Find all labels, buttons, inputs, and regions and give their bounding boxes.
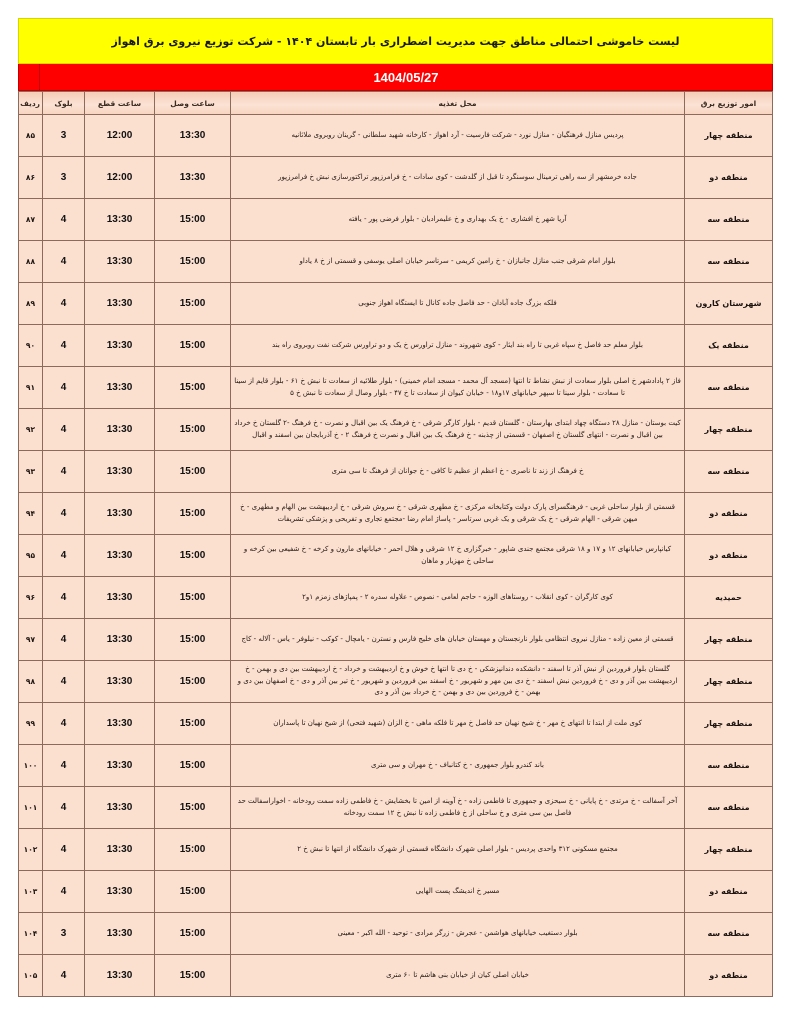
cell-block: 3 [43, 157, 85, 199]
table-row [19, 703, 773, 745]
cell-omoor: منطقه دو [685, 157, 773, 199]
cell-radif: ۸۹ [19, 283, 43, 325]
cell-ghat: 13:30 [85, 493, 155, 535]
column-header-vasl: ساعت وصل [155, 92, 231, 115]
cell-block: 4 [43, 409, 85, 451]
cell-mahal: کیت بوستان - منازل ۲۸ دستگاه چهاد ابتدای بهارستان - گلستان قدیم - بلوار کارگر شرقی - خ فرهنگ یک بین اقبال و نصرت - خ فرهنگ -۲ گلستان خ خرداد بین اقبال و نصرت - انتهای گلستان خ اصفهان - قسمتی از چذبنه - خ فرهنگ یک بین اقبال و نصرت خ فرهنگ ۲ - خ آذربایجان بین اسفند و اقبال [231, 409, 685, 451]
cell-block: 4 [43, 325, 85, 367]
page-title: لیست خاموشی احتمالی مناطق جهت مدیریت اضطراری بار تابستان ۱۴۰۴ - شرکت توزیع نیروی برق اهواز [111, 34, 680, 48]
cell-ghat: 13:30 [85, 619, 155, 661]
cell-omoor: منطقه دو [685, 493, 773, 535]
cell-omoor: منطقه سه [685, 745, 773, 787]
table-header-row [19, 92, 773, 115]
table-row [19, 871, 773, 913]
cell-ghat: 13:30 [85, 409, 155, 451]
cell-block: 4 [43, 535, 85, 577]
cell-omoor: منطقه سه [685, 241, 773, 283]
cell-block: 4 [43, 493, 85, 535]
table-row [19, 619, 773, 661]
cell-ghat: 13:30 [85, 199, 155, 241]
cell-block: 4 [43, 283, 85, 325]
cell-mahal: فلکه بزرگ جاده آبادان - حد فاصل جاده کانال تا ایستگاه اهواز جنوبی [231, 283, 685, 325]
cell-radif: ۱۰۰ [19, 745, 43, 787]
cell-vasl: 15:00 [155, 325, 231, 367]
cell-mahal: پردیس منازل فرهنگیان - منازل نورد - شرکت فارسیت - آرد اهواز - کارخانه شهید سلطانی - گرینان روبروی ملاثانیه [231, 115, 685, 157]
cell-mahal: باند کندرو بلوار جمهوری - خ کتانباف - خ مهران و سی متری [231, 745, 685, 787]
table-row [19, 913, 773, 955]
cell-radif: ۹۲ [19, 409, 43, 451]
table-row [19, 661, 773, 703]
cell-omoor: منطقه سه [685, 367, 773, 409]
cell-block: 4 [43, 955, 85, 997]
column-header-radif: ردیف [19, 92, 43, 115]
cell-mahal: بلوار دستغیب خیابانهای هواشمن - عجرش - زرگر مرادی - توحید - الله اکبر - معینی [231, 913, 685, 955]
cell-vasl: 15:00 [155, 409, 231, 451]
cell-block: 4 [43, 199, 85, 241]
cell-mahal: مجتمع مسکونی ۳۱۲ واحدی پردیس - بلوار اصلی شهرک دانشگاه قسمتی از شهرک دانشگاه از انتها تا نبش خ ۲ [231, 829, 685, 871]
table-row [19, 409, 773, 451]
cell-mahal: مسیر خ اندیشگ پست الهایی [231, 871, 685, 913]
document-title-banner [18, 18, 773, 64]
cell-mahal: آخر آسفالت - خ مرتدی - خ پایانی - خ سیحزی و جمهوری تا فاطمی زاده - خ آوینه از امین تا بخشایش - خ فاطمی زاده سمت رودخانه - اخواراسفالت حد فاصل بین سی متری و خ ساحلی از خ فاطمی زاده تا نبش خ ۱۲ سمت رودخانه [231, 787, 685, 829]
cell-ghat: 13:30 [85, 283, 155, 325]
column-header-mahal: محل تغذیه [231, 92, 685, 115]
cell-omoor: منطقه دو [685, 955, 773, 997]
cell-vasl: 15:00 [155, 871, 231, 913]
cell-radif: ۱۰۳ [19, 871, 43, 913]
cell-ghat: 13:30 [85, 661, 155, 703]
cell-radif: ۹۵ [19, 535, 43, 577]
cell-vasl: 15:00 [155, 535, 231, 577]
table-row [19, 829, 773, 871]
cell-ghat: 13:30 [85, 241, 155, 283]
cell-ghat: 13:30 [85, 913, 155, 955]
table-row [19, 745, 773, 787]
cell-radif: ۸۵ [19, 115, 43, 157]
cell-mahal: آریا شهر خ افشاری - خ یک بهداری و خ علیمرادیان - بلوار فرضی پور - یافته [231, 199, 685, 241]
cell-vasl: 13:30 [155, 157, 231, 199]
cell-mahal: گلستان بلوار فروردین از نبش آذر تا اسفند - دانشکده دندانپزشکی - خ دی تا انتها خ خوش و خ اردیبهشت و خرداد - خ اردیبهشت بین دی و بهمن - خ اردیبهشت بین آذر و دی - خ فروردین نبش اسفند - خ دی بین مهر و شهریور - خ اسفند بین فروردین و شهریور - خ تیر بین آذر و دی - خ اصفهان بین دی و بهمن - خ فروردین بین دی و بهمن - خ خرداد بین آذر و دی [231, 661, 685, 703]
cell-mahal: قسمتی از بلوار ساحلی غربی - فرهنگسرای پارک دولت وکتابخانه مرکزی - خ مطهری شرقی - خ سروش شرقی - خ اردیبهشت بین الهام و مطهری - خ میهن شرقی - الهام شرقی - خ یک شرقی و یک غربی سرتاسر - پاساژ امام رضا -مجتمع تجاری و تفریحی و پزشکی تشریفات [231, 493, 685, 535]
table-row [19, 787, 773, 829]
cell-block: 4 [43, 367, 85, 409]
cell-block: 3 [43, 115, 85, 157]
cell-vasl: 15:00 [155, 829, 231, 871]
cell-radif: ۸۸ [19, 241, 43, 283]
table-row [19, 367, 773, 409]
cell-ghat: 12:00 [85, 157, 155, 199]
table-row [19, 493, 773, 535]
cell-omoor: منطقه سه [685, 913, 773, 955]
cell-block: 4 [43, 241, 85, 283]
cell-mahal: فاز ۲ پادادشهر خ اصلی بلوار سعادت از نبش نشاط تا انتها (مسجد آل محمد - مسجد امام خمینی) - بلوار طلائیه از سعادت تا نبش خ ۶۱ - بلوار قایم از سینا تا سعادت - بلوار سینا تا سپهر خیابانهای ۱۷و۱۸ - خیابان کیوان از سعادت تا خ ۴۷ - بلوار وصال از سعادت تا نبش خ ۵ [231, 367, 685, 409]
column-header-block: بلوک [43, 92, 85, 115]
schedule-date: 1404/05/27 [373, 69, 439, 85]
cell-block: 4 [43, 577, 85, 619]
cell-block: 4 [43, 745, 85, 787]
cell-omoor: منطقه دو [685, 535, 773, 577]
cell-vasl: 15:00 [155, 787, 231, 829]
cell-omoor: منطقه چهار [685, 619, 773, 661]
cell-radif: ۹۰ [19, 325, 43, 367]
cell-block: 4 [43, 619, 85, 661]
cell-vasl: 15:00 [155, 745, 231, 787]
cell-vasl: 15:00 [155, 577, 231, 619]
cell-vasl: 15:00 [155, 703, 231, 745]
cell-mahal: جاده خرمشهر از سه راهی ترمینال سوسنگرد تا قبل از گلدشت - کوی سادات - خ فرامرزپور تراکتورسازی نبش خ فرامرزپور [231, 157, 685, 199]
cell-omoor: منطقه سه [685, 199, 773, 241]
cell-mahal: کیانپارس خیابانهای ۱۲ و ۱۷ و ۱۸ شرقی مجتمع جندی شاپور - خبرگزاری خ ۱۲ شرقی و هلال احمر - خیابانهای مارون و کرخه - خ شفیعی بین کرخه و ساحلی خ مهزیار و ماهان [231, 535, 685, 577]
cell-omoor: منطقه یک [685, 325, 773, 367]
cell-vasl: 13:30 [155, 115, 231, 157]
cell-block: 4 [43, 871, 85, 913]
cell-ghat: 13:30 [85, 535, 155, 577]
cell-radif: ۸۷ [19, 199, 43, 241]
cell-block: 4 [43, 829, 85, 871]
cell-mahal: خ فرهنگ از زند تا ناصری - خ اعظم از عظیم تا کافی - خ جوانان از فرهنگ تا سی متری [231, 451, 685, 493]
cell-omoor: منطقه چهار [685, 703, 773, 745]
cell-radif: ۹۴ [19, 493, 43, 535]
outage-schedule-table [18, 91, 773, 997]
cell-omoor: منطقه چهار [685, 829, 773, 871]
cell-ghat: 12:00 [85, 115, 155, 157]
cell-radif: ۱۰۵ [19, 955, 43, 997]
cell-radif: ۹۳ [19, 451, 43, 493]
cell-block: 4 [43, 787, 85, 829]
cell-mahal: بلوار امام شرقی جنب منازل جانبازان - خ رامین کریمی - سرتاسر خیابان اصلی یوسفی و قسمتی از خ ۸ یاداو [231, 241, 685, 283]
cell-omoor: منطقه دو [685, 871, 773, 913]
cell-vasl: 15:00 [155, 493, 231, 535]
cell-omoor: شهرستان کارون [685, 283, 773, 325]
cell-omoor: منطقه سه [685, 451, 773, 493]
date-bar-spacer [19, 64, 40, 90]
cell-vasl: 15:00 [155, 955, 231, 997]
cell-mahal: کوی ملت از ابتدا تا انتهای خ مهر - خ شیخ نهیان حد فاصل خ مهر تا فلکه ماهی - خ الزان (شهید فتحی) از شیخ نهیان تا پاسداران [231, 703, 685, 745]
cell-block: 3 [43, 913, 85, 955]
cell-omoor: منطقه چهار [685, 661, 773, 703]
column-header-ghat: ساعت قطع [85, 92, 155, 115]
cell-ghat: 13:30 [85, 829, 155, 871]
cell-vasl: 15:00 [155, 283, 231, 325]
cell-ghat: 13:30 [85, 451, 155, 493]
cell-radif: ۹۶ [19, 577, 43, 619]
cell-radif: ۸۶ [19, 157, 43, 199]
cell-vasl: 15:00 [155, 913, 231, 955]
cell-mahal: خیابان اصلی کیان از خیابان بنی هاشم تا ۶۰ متری [231, 955, 685, 997]
cell-ghat: 13:30 [85, 871, 155, 913]
date-bar [18, 64, 773, 91]
cell-radif: ۱۰۴ [19, 913, 43, 955]
table-row [19, 283, 773, 325]
table-row [19, 241, 773, 283]
table-row [19, 157, 773, 199]
cell-vasl: 15:00 [155, 451, 231, 493]
cell-radif: ۹۸ [19, 661, 43, 703]
cell-ghat: 13:30 [85, 577, 155, 619]
table-row [19, 535, 773, 577]
cell-block: 4 [43, 703, 85, 745]
cell-omoor: حمیدیه [685, 577, 773, 619]
cell-mahal: کوی کارگران - کوی انقلاب - روستاهای الوزه - حاجم لعامی - نصوص - علاوله سدره ۲ - پمپاژهای زمزم ۱و۲ [231, 577, 685, 619]
cell-vasl: 15:00 [155, 241, 231, 283]
cell-radif: ۹۹ [19, 703, 43, 745]
table-row [19, 577, 773, 619]
cell-radif: ۱۰۱ [19, 787, 43, 829]
cell-ghat: 13:30 [85, 955, 155, 997]
cell-block: 4 [43, 451, 85, 493]
cell-radif: ۹۷ [19, 619, 43, 661]
cell-mahal: قسمتی از معین زاده - منازل نیروی انتظامی بلوار نارنجستان و مهستان خیابان های خلیج فارس و نسترن - یامچال - کوکب - نیلوفر - یاس - آلاله - کاج [231, 619, 685, 661]
table-row [19, 955, 773, 997]
cell-vasl: 15:00 [155, 367, 231, 409]
cell-omoor: منطقه چهار [685, 409, 773, 451]
cell-ghat: 13:30 [85, 703, 155, 745]
table-row [19, 451, 773, 493]
cell-ghat: 13:30 [85, 325, 155, 367]
cell-vasl: 15:00 [155, 199, 231, 241]
table-row [19, 199, 773, 241]
table-row [19, 115, 773, 157]
cell-mahal: بلوار معلم حد فاصل خ سپاه غربی تا راه بند ایثار - کوی شهروند - منازل تراورس خ یک و دو تراورس شرکت نفت روبروی راه بند [231, 325, 685, 367]
cell-vasl: 15:00 [155, 619, 231, 661]
table-row [19, 325, 773, 367]
cell-vasl: 15:00 [155, 661, 231, 703]
cell-radif: ۹۱ [19, 367, 43, 409]
cell-radif: ۱۰۲ [19, 829, 43, 871]
cell-omoor: منطقه سه [685, 787, 773, 829]
cell-ghat: 13:30 [85, 787, 155, 829]
cell-ghat: 13:30 [85, 745, 155, 787]
table-body [19, 115, 773, 997]
column-header-omoor: امور توزیع برق [685, 92, 773, 115]
cell-omoor: منطقه چهار [685, 115, 773, 157]
cell-ghat: 13:30 [85, 367, 155, 409]
cell-block: 4 [43, 661, 85, 703]
